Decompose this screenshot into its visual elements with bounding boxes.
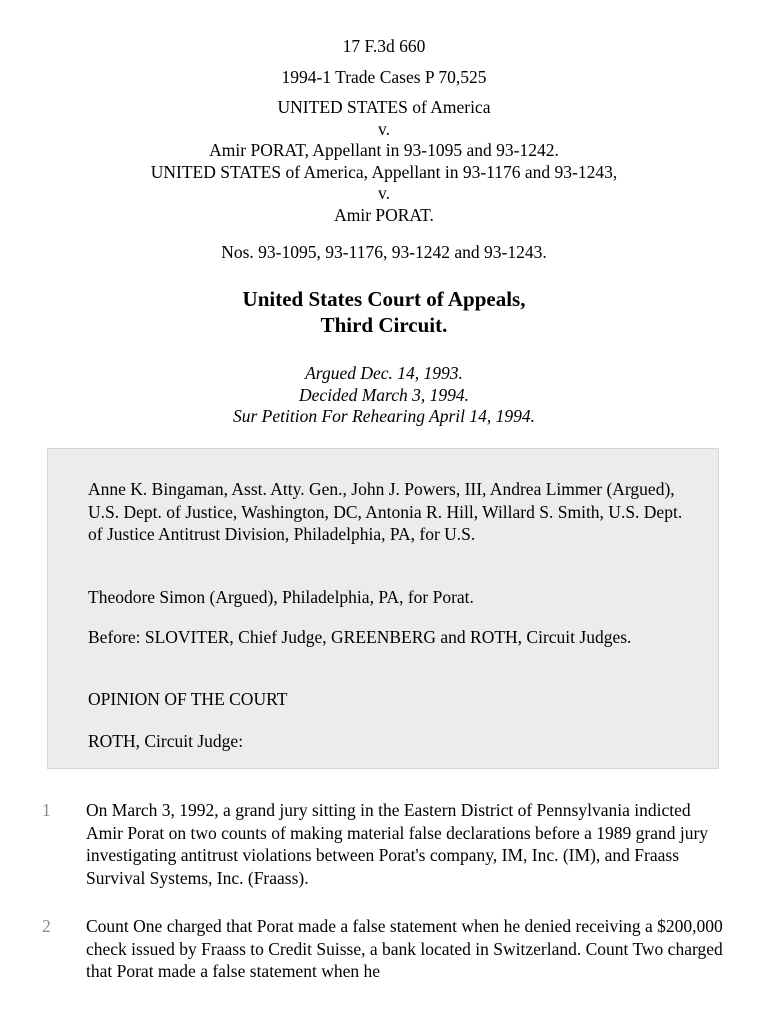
- decided-date: Decided March 3, 1994.: [299, 384, 469, 405]
- paragraph-number: 1: [42, 800, 51, 820]
- counsel-us: Anne K. Bingaman, Asst. Atty. Gen., John J. Powers, III, Andrea Limmer (Argued), U.S. Dept. of Justice, Washington, DC, Antonia R. Hill, Willard S. Smith, U.S. Dept. of Justice Antitrust Division, Philadelphia, PA, for U.S.: [88, 479, 683, 544]
- argued-date: Argued Dec. 14, 1993.: [305, 363, 463, 383]
- case-dates: [0, 363, 768, 428]
- party-line: UNITED STATES of America, Appellant in 93-1176 and 93-1243,: [150, 161, 618, 182]
- court-name: [0, 286, 768, 338]
- opinion-heading: OPINION OF THE COURT: [88, 689, 288, 709]
- docket-numbers: Nos. 93-1095, 93-1176, 93-1242 and 93-1243.: [221, 242, 547, 262]
- opinion-author: ROTH, Circuit Judge:: [88, 731, 244, 751]
- panel-judges: Before: SLOVITER, Chief Judge, GREENBERG and ROTH, Circuit Judges.: [88, 627, 632, 647]
- court-name-line: United States Court of Appeals,: [242, 287, 526, 311]
- counsel-porat: Theodore Simon (Argued), Philadelphia, PA, for Porat.: [88, 587, 474, 607]
- versus: v.: [378, 183, 390, 203]
- party-line: Amir PORAT.: [334, 204, 434, 225]
- versus: v.: [378, 118, 390, 139]
- case-header-box: [47, 448, 719, 769]
- party-line: Amir PORAT, Appellant in 93-1095 and 93-1242.: [209, 140, 559, 160]
- citation-trade-cases: 1994-1 Trade Cases P 70,525: [281, 67, 487, 87]
- party-line: UNITED STATES of America: [277, 97, 491, 117]
- paragraph-text: Count One charged that Porat made a false statement when he denied receiving a $200,000 check issued by Fraass to Credit Suisse, a bank located in Switzerland. Count Two charged that Porat made a false statement when he: [86, 916, 723, 981]
- paragraph-text: On March 3, 1992, a grand jury sitting in the Eastern District of Pennsylvania indicted Amir Porat on two counts of making material false declarations before a 1989 grand jury investigating antitrust violations between Porat's company, IM, Inc. (IM), and Fraass Survival Systems, Inc. (Fraass).: [86, 800, 709, 888]
- court-circuit-line: Third Circuit.: [320, 313, 448, 337]
- citation-reporter: 17 F.3d 660: [342, 36, 426, 56]
- rehearing-date: Sur Petition For Rehearing April 14, 1994.: [232, 406, 536, 426]
- paragraph-number: 2: [42, 916, 51, 936]
- case-parties: [0, 97, 768, 226]
